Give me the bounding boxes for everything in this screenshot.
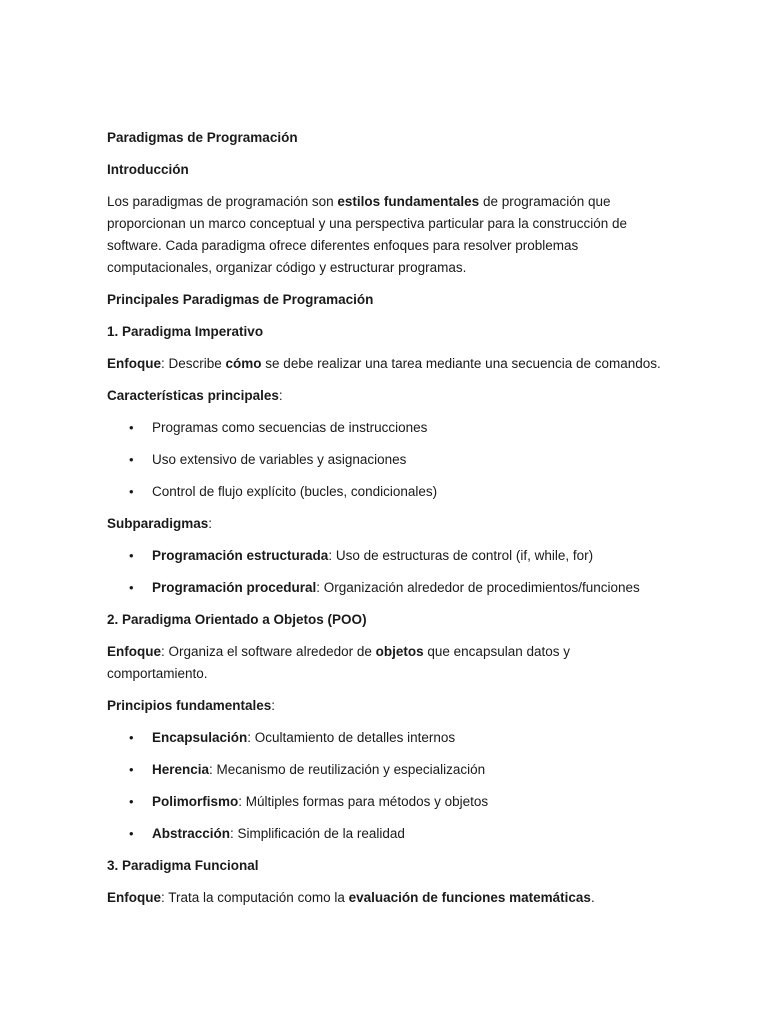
list-item-text: Uso extensivo de variables y asignaciones <box>152 452 407 467</box>
bullet: • <box>129 762 134 777</box>
intro-text-2: de programación que proporcionan un marco conceptual y una perspectiva particular para la construcción de software. Cada paradigma ofrece diferentes enfoques para resolver problemas computacionales, organizar código y estructurar programas. <box>107 194 628 275</box>
bullet: • <box>129 484 134 499</box>
imperative-focus-text-1: : Describe <box>161 356 226 371</box>
list-item-term: Polimorfismo <box>152 794 239 809</box>
list-item-term: Abstracción <box>152 826 231 841</box>
list-item <box>107 449 668 471</box>
list-item <box>107 417 668 439</box>
intro-paragraph <box>107 191 668 279</box>
functional-focus-text-2: . <box>590 890 595 905</box>
functional-focus-bold: evaluación de funciones matemáticas <box>348 890 591 905</box>
list-item-term: Encapsulación <box>152 730 248 745</box>
bullet: • <box>129 452 134 467</box>
list-item-desc: : Múltiples formas para métodos y objetos <box>238 794 489 809</box>
list-item-desc: : Mecanismo de reutilización y especialización <box>209 762 486 777</box>
bullet: • <box>129 420 134 435</box>
intro-heading: Introducción <box>107 162 189 177</box>
list-item <box>107 759 668 781</box>
oop-focus-text-2: que encapsulan datos y comportamiento. <box>107 644 570 681</box>
oop-heading: 2. Paradigma Orientado a Objetos (POO) <box>107 612 367 627</box>
bullet: • <box>129 826 134 841</box>
imperative-features-list <box>107 417 668 503</box>
oop-principles-label <box>107 695 668 717</box>
list-item <box>107 545 668 567</box>
oop-focus-text-1: : Organiza el software alrededor de <box>161 644 376 659</box>
list-item <box>107 727 668 749</box>
list-item-desc: : Uso de estructuras de control (if, while, for) <box>328 548 594 563</box>
sub-label-text: Subparadigmas <box>107 516 209 531</box>
principles-label-text: Principios fundamentales <box>107 698 272 713</box>
functional-heading: 3. Paradigma Funcional <box>107 858 259 873</box>
imperative-features-label <box>107 385 668 407</box>
list-item-desc: : Simplificación de la realidad <box>230 826 405 841</box>
list-item-desc: : Organización alrededor de procedimientos/funciones <box>316 580 640 595</box>
list-item-text: Programas como secuencias de instrucciones <box>152 420 428 435</box>
functional-focus <box>107 887 668 909</box>
imperative-sub-label <box>107 513 668 535</box>
imperative-sub-list <box>107 545 668 599</box>
features-label-text: Características principales <box>107 388 279 403</box>
oop-focus-label: Enfoque <box>107 644 161 659</box>
imperative-focus-text-2: se debe realizar una tarea mediante una secuencia de comandos. <box>261 356 661 371</box>
list-item <box>107 823 668 845</box>
main-heading: Principales Paradigmas de Programación <box>107 292 374 307</box>
imperative-focus <box>107 353 668 375</box>
document-title: Paradigmas de Programación <box>107 130 298 145</box>
list-item-term: Programación procedural <box>152 580 317 595</box>
list-item <box>107 791 668 813</box>
features-label-colon: : <box>278 388 283 403</box>
bullet: • <box>129 794 134 809</box>
bullet: • <box>129 548 134 563</box>
oop-focus-bold: objetos <box>375 644 424 659</box>
list-item-desc: : Ocultamiento de detalles internos <box>247 730 456 745</box>
functional-focus-label: Enfoque <box>107 890 161 905</box>
bullet: • <box>129 580 134 595</box>
sub-label-colon: : <box>208 516 213 531</box>
intro-bold-1: estilos fundamentales <box>337 194 480 209</box>
list-item <box>107 481 668 503</box>
principles-label-colon: : <box>271 698 276 713</box>
oop-principles-list <box>107 727 668 845</box>
intro-text-1: Los paradigmas de programación son <box>107 194 338 209</box>
list-item-term: Herencia <box>152 762 210 777</box>
bullet: • <box>129 730 134 745</box>
list-item-term: Programación estructurada <box>152 548 329 563</box>
functional-focus-text-1: : Trata la computación como la <box>161 890 349 905</box>
list-item-text: Control de flujo explícito (bucles, condicionales) <box>152 484 438 499</box>
imperative-focus-bold: cómo <box>225 356 262 371</box>
list-item <box>107 577 668 599</box>
imperative-heading: 1. Paradigma Imperativo <box>107 324 264 339</box>
imperative-focus-label: Enfoque <box>107 356 161 371</box>
oop-focus <box>107 641 668 685</box>
